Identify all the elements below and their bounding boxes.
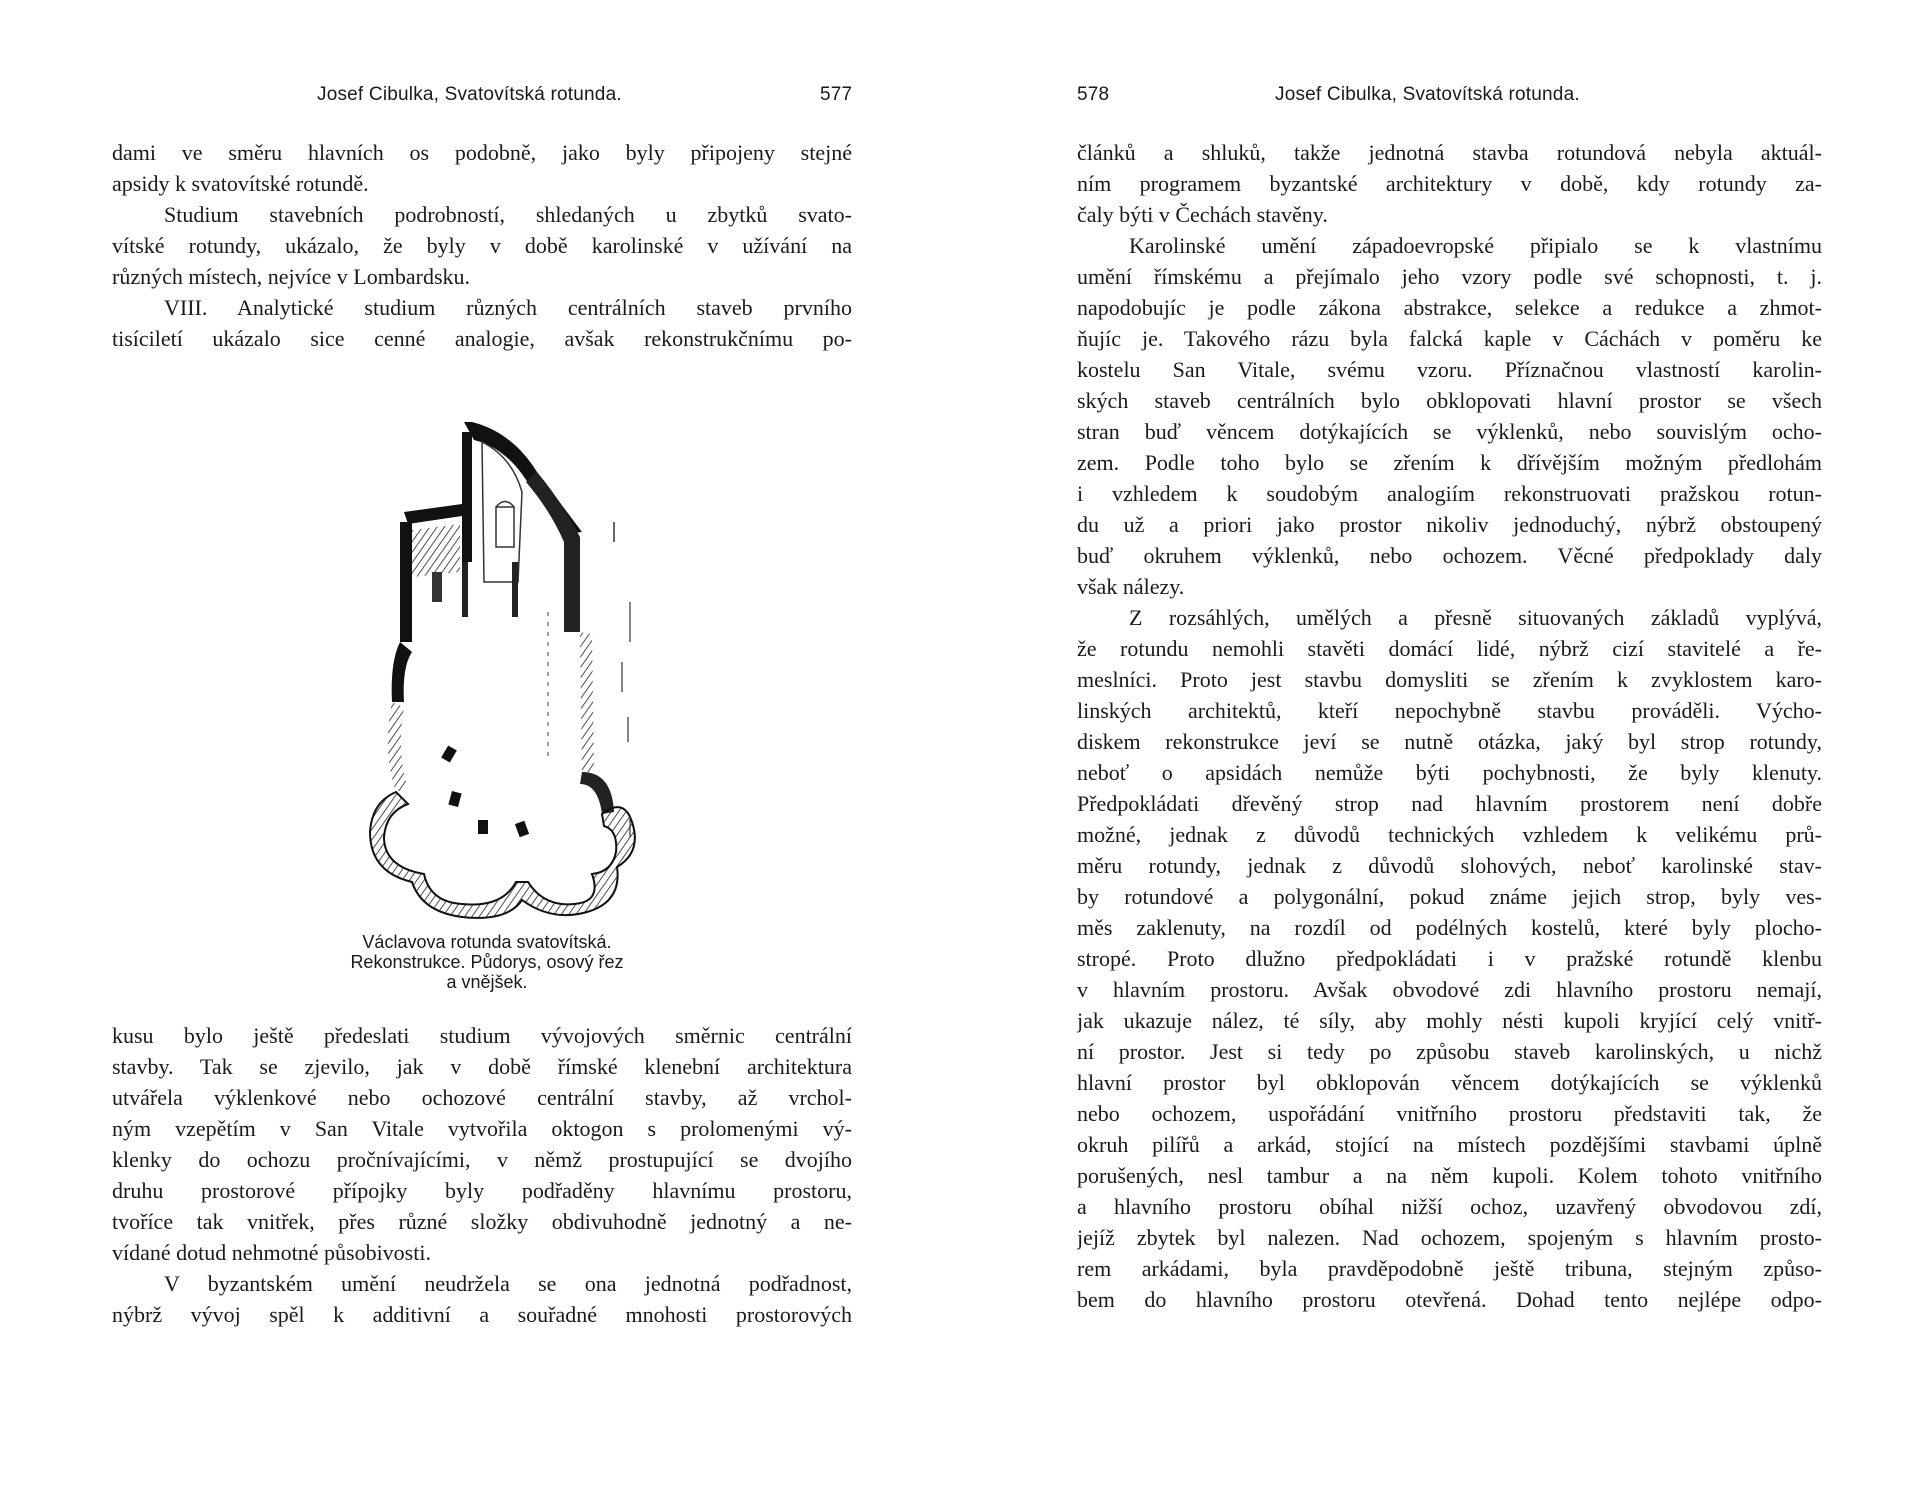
rotunda-drawing bbox=[312, 412, 762, 932]
left-text-block-1 bbox=[112, 137, 852, 354]
text-line: stran buď věncem dotýkajících se výklenků, nebo souvislým ocho- bbox=[1077, 419, 1822, 444]
text-line: vítské rotundy, ukázalo, že byly v době karolinské v užívání na bbox=[112, 233, 852, 258]
text-line: hlavní prostor byl obklopován věncem dotýkajících se výklenků bbox=[1077, 1070, 1822, 1095]
text-line: zem. Podle toho bylo se zřením k dřívějším možným předlohám bbox=[1077, 450, 1822, 475]
text-line: různých místech, nejvíce v Lombardsku. bbox=[112, 264, 471, 289]
text-line: druhu prostorové přípojky byly podřaděny hlavnímu prostoru, bbox=[112, 1178, 852, 1203]
left-page-number: 577 bbox=[820, 84, 853, 105]
text-line: ním programem byzantské architektury v době, kdy rotundy za- bbox=[1077, 171, 1822, 196]
text-line: dami ve směru hlavních os podobně, jako byly připojeny stejné bbox=[112, 140, 852, 165]
text-line: diskem rekonstrukce jeví se nutně otázka, jaký byl strop rotundy, bbox=[1077, 729, 1822, 754]
text-line: měru rotundy, jednak z důvodů slohových, neboť karolinské stav- bbox=[1077, 853, 1822, 878]
text-line: Studium stavebních podrobností, shledaných u zbytků svato- bbox=[164, 202, 852, 227]
text-line: Předpokládati dřevěný strop nad hlavním prostorem není dobře bbox=[1077, 791, 1822, 816]
text-line: buď okruhem výklenků, nebo ochozem. Věcné předpoklady daly bbox=[1077, 543, 1822, 568]
text-line: neboť o apsidách nemůže býti pochybnosti, že byly klenuty. bbox=[1077, 760, 1822, 785]
text-line: stavby. Tak se zjevilo, jak v době římské klenební architektura bbox=[112, 1054, 852, 1079]
text-line: okruh pilířů a arkád, stojící na místech pozdějšími stavbami úplně bbox=[1077, 1132, 1822, 1157]
text-line: du už a priori jako prostor nikoliv jednoduchý, nýbrž obstoupený bbox=[1077, 512, 1822, 537]
figure-caption bbox=[302, 932, 672, 992]
text-line: by rotundové a polygonální, pokud známe jejich strop, byly ves- bbox=[1077, 884, 1822, 909]
left-running-title: Josef Cibulka, Svatovítská rotunda. bbox=[317, 84, 622, 105]
text-line: vídané dotud nehmotné působivosti. bbox=[112, 1240, 431, 1265]
text-line: ských staveb centrálních bylo obklopovati hlavní prostor se všech bbox=[1077, 388, 1822, 413]
text-line: kusu bylo ještě předeslati studium vývojových směrnic centrální bbox=[112, 1023, 852, 1048]
rotunda-reconstruction-figure bbox=[312, 412, 762, 932]
caption-line: Rekonstrukce. Půdorys, osový řez bbox=[350, 952, 624, 972]
right-text-block bbox=[1077, 137, 1822, 1315]
text-line: napodobujíc je podle zákona abstrakce, selekce a redukce a zhmot- bbox=[1077, 295, 1822, 320]
text-line: klenky do ochozu pročnívajícími, v němž prostupující se dvojího bbox=[112, 1147, 852, 1172]
right-running-title: Josef Cibulka, Svatovítská rotunda. bbox=[1275, 84, 1580, 105]
text-line: rem arkádami, byla pravděpodobně ještě tribuna, stejným způso- bbox=[1077, 1256, 1822, 1281]
text-line: v hlavním prostoru. Avšak obvodové zdi hlavního prostoru nemají, bbox=[1077, 977, 1822, 1002]
text-line: Karolinské umění západoevropské připialo se k vlastnímu bbox=[1129, 233, 1822, 258]
text-line: VIII. Analytické studium různých centrálních staveb prvního bbox=[164, 295, 852, 320]
right-running-head bbox=[1077, 84, 1822, 110]
caption-line: a vnějšek. bbox=[446, 972, 528, 992]
text-line: utvářela výklenkové nebo ochozové centrální stavby, až vrchol- bbox=[112, 1085, 852, 1110]
text-line: jejíž zbytek byl nalezen. Nad ochozem, spojeným s hlavním prosto- bbox=[1077, 1225, 1822, 1250]
text-line: měs zaklenuty, na rozdíl od podélných kostelů, které byly plocho- bbox=[1077, 915, 1822, 940]
text-line: a hlavního prostoru obíhal nižší ochoz, uzavřený obvodovou zdí, bbox=[1077, 1194, 1822, 1219]
text-line: ní prostor. Jest si tedy po způsobu staveb karolinských, u nichž bbox=[1077, 1039, 1822, 1064]
text-line: článků a shluků, takže jednotná stavba rotundová nebyla aktuál- bbox=[1077, 140, 1822, 165]
left-page bbox=[112, 0, 852, 1500]
text-line: umění římskému a přejímalo jeho vzory podle své schopnosti, t. j. bbox=[1077, 264, 1822, 289]
text-line: i vzhledem k soudobým analogiím rekonstruovati pražskou rotun- bbox=[1077, 481, 1822, 506]
text-line: tisíciletí ukázalo sice cenné analogie, avšak rekonstrukčnímu po- bbox=[112, 326, 852, 351]
text-line: kostelu San Vitale, svému vzoru. Příznačnou vlastností karolin- bbox=[1077, 357, 1822, 382]
text-line: že rotundu nemohli stavěti domácí lidé, nýbrž cizí stavitelé a ře- bbox=[1077, 636, 1822, 661]
text-line: nebo ochozem, uspořádání vnitřního prostoru představiti tak, že bbox=[1077, 1101, 1822, 1126]
text-line: však nálezy. bbox=[1077, 574, 1185, 599]
text-line: stropé. Proto dlužno předpokládati i v pražské rotundě klenbu bbox=[1077, 946, 1822, 971]
text-line: bem do hlavního prostoru otevřená. Dohad tento nejlépe odpo- bbox=[1077, 1287, 1822, 1312]
text-line: linských architektů, kteří nepochybně stavbu prováděli. Výcho- bbox=[1077, 698, 1822, 723]
text-line: tvoříce tak vnitřek, přes různé složky obdivuhodně jednotný a ne- bbox=[112, 1209, 852, 1234]
text-line: Z rozsáhlých, umělých a přesně situovaných základů vyplývá, bbox=[1129, 605, 1822, 630]
right-page bbox=[1077, 0, 1822, 1500]
text-line: apsidy k svatovítské rotundě. bbox=[112, 171, 369, 196]
text-line: ným vzepětím v San Vitale vytvořila oktogon s prolomenými vý- bbox=[112, 1116, 852, 1141]
text-line: ňujíc je. Takového rázu byla falcká kaple v Cáchách v poměru ke bbox=[1077, 326, 1822, 351]
caption-line: Václavova rotunda svatovítská. bbox=[362, 932, 612, 952]
left-text-block-2 bbox=[112, 1020, 852, 1330]
text-line: jak ukazuje nález, té síly, aby mohly nésti kupoli kryjící celý vnitř- bbox=[1077, 1008, 1822, 1033]
text-line: nýbrž vývoj spěl k additivní a souřadné mnohosti prostorových bbox=[112, 1302, 852, 1327]
text-line: čaly býti v Čechách stavěny. bbox=[1077, 202, 1328, 227]
text-line: meslníci. Proto jest stavbu domysliti se zřením k zvyklostem karo- bbox=[1077, 667, 1822, 692]
left-running-head bbox=[112, 84, 852, 110]
text-line: možné, jednak z důvodů technických vzhledem k velikému prů- bbox=[1077, 822, 1822, 847]
text-line: V byzantském umění neudržela se ona jednotná podřadnost, bbox=[164, 1271, 852, 1296]
text-line: porušených, nesl tambur a na něm kupoli. Kolem tohoto vnitřního bbox=[1077, 1163, 1822, 1188]
right-page-number: 578 bbox=[1077, 84, 1110, 105]
